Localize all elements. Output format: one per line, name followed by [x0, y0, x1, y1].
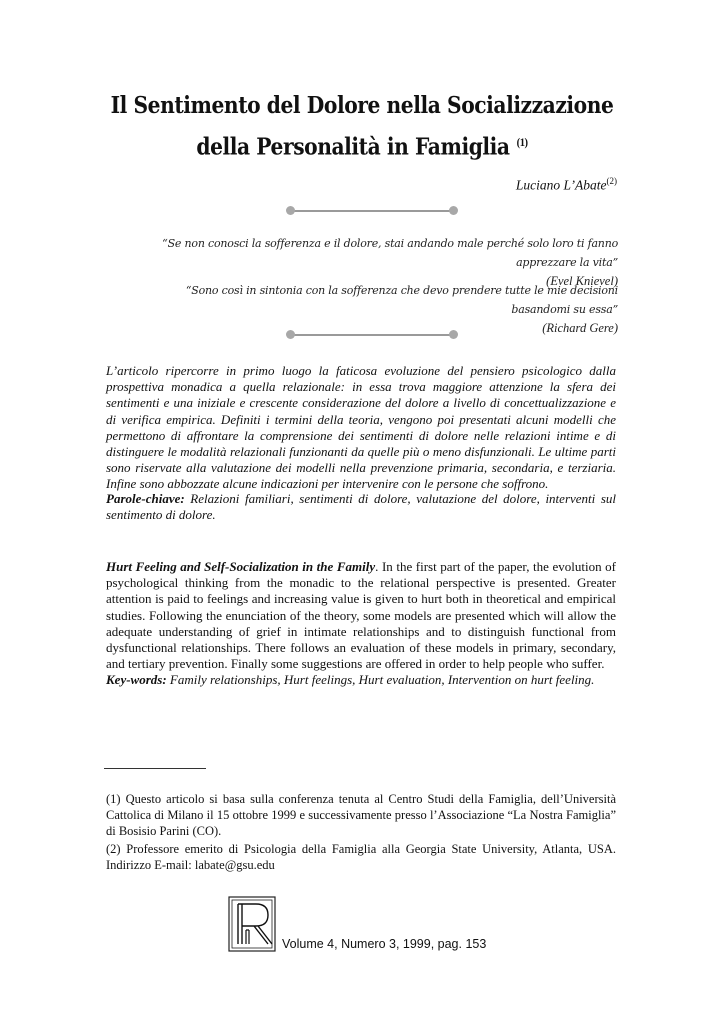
epigraph-source: (Evel Knievel): [546, 274, 618, 288]
divider-dot-icon: [286, 330, 295, 339]
article-title-line-2: [43, 128, 680, 162]
keywords-text: Relazioni familiari, sentimenti di dolore, valutazione del dolore, interventi sul sentimento di dolore.: [106, 491, 617, 523]
title-text: della Personalità in Famiglia: [196, 133, 510, 161]
divider-top: [286, 206, 458, 216]
abstract-english: Hurt Feeling and Self-Socialization in the Family. In the first part of the paper, the evolution of psychological thinking from the monadic to the relational perspective is presented. Greater attention is paid to feelings and increasing value is given to hurt both in theoretical and empirical studies. Following the enunciation of the theory, some models are presented which will allow the adequate understanding of grief in intimate relationships and to distinguish functional from dysfunctional relationships. There follows an evaluation of these models in primary, secondary, and tertiary prevention. Finally some suggestions are offered in order to help people who suffer.: [106, 559, 616, 672]
footnote-1: (1) Questo articolo si basa sulla conferenza tenuta al Centro Studi della Famiglia, dell’Università Cattolica di Milano il 15 ottobre 1999 e successivamente presso l’Associazione “La Nostra Famiglia” di Bosisio Parini (CO).: [106, 792, 616, 838]
divider-dot-icon: [449, 206, 458, 215]
keywords-italian: [106, 491, 616, 523]
journal-volume: Volume 4, Numero 3, 1999, pag. 153: [282, 937, 487, 951]
abstract-english-text: In the first part of the paper, the evolution of psychological thinking from the monadic to the relational perspective is presented. Greater attention is paid to feelings and increasing value is given to hurt both in theoretical and empirical studies. Following the enunciation of the theory, some models are presented which will allow the adequate understanding of grief in intimate relationships and to distinguish functional from dysfunctional relationships. There follows an evaluation of these models in primary, secondary, and tertiary prevention. Finally some suggestions are offered in order to help people who suffer.: [106, 559, 616, 672]
abstract-english-title: Hurt Feeling and Self-Socialization in the Family: [106, 559, 376, 574]
epigraph-text: “Sono così in sintonia con la sofferenza che devo prendere tutte le mie decisioni basandomi su essa”: [185, 284, 618, 316]
footnote-rule: [104, 768, 206, 769]
divider-dot-icon: [286, 206, 295, 215]
divider-dot-icon: [449, 330, 458, 339]
keywords-label: Key-words:: [106, 672, 167, 687]
journal-logo: [228, 896, 276, 952]
abstract-italian: L’articolo ripercorre in primo luogo la faticosa evoluzione del pensiero psicologico dalla prospettiva monadica a quella relazionale: in essa trova maggiore attenzione la sfera dei sentimenti e una iniziale e crescente considerazione del dolore a livello di concettualizzazione e di verifica empirica. Definiti i termini della teoria, vengono poi presentati alcuni modelli che permettono di affrontare la comprensione dei sentimenti di dolore nelle relazioni intime e di distinguere le modalità relazionali funzionanti da quelle più o meno disfunzionali. Le ultime parti sono riservate alla valutazione dei modelli nella prevenzione primaria, secondaria, e terziaria. Infine sono abbozzate alcune indicazioni per intervenire con le persone che soffrono.: [106, 363, 616, 492]
title-footnote-ref[interactable]: (1): [516, 135, 528, 149]
author: [516, 176, 617, 194]
keywords-text: Family relationships, Hurt feelings, Hurt evaluation, Intervention on hurt feeling.: [169, 672, 595, 687]
keywords-label: Parole-chiave:: [106, 491, 185, 506]
article-title-line-1: Il Sentimento del Dolore nella Socializzazione: [110, 92, 614, 119]
epigraph-text: “Se non conosci la sofferenza e il dolore, stai andando male perché solo loro ti fanno apprezzare la vita”: [162, 237, 618, 269]
keywords-english: [106, 672, 616, 688]
author-footnote-ref[interactable]: (2): [606, 176, 617, 186]
author-name: Luciano L’Abate: [515, 177, 607, 193]
svg-text:RI: RI: [252, 950, 253, 951]
divider-bottom: [286, 330, 458, 340]
epigraph-source: (Richard Gere): [542, 321, 618, 335]
footnote-2: (2) Professore emerito di Psicologia della Famiglia alla Georgia State University, Atlanta, USA. Indirizzo E-mail: labate@gsu.edu: [106, 842, 616, 872]
